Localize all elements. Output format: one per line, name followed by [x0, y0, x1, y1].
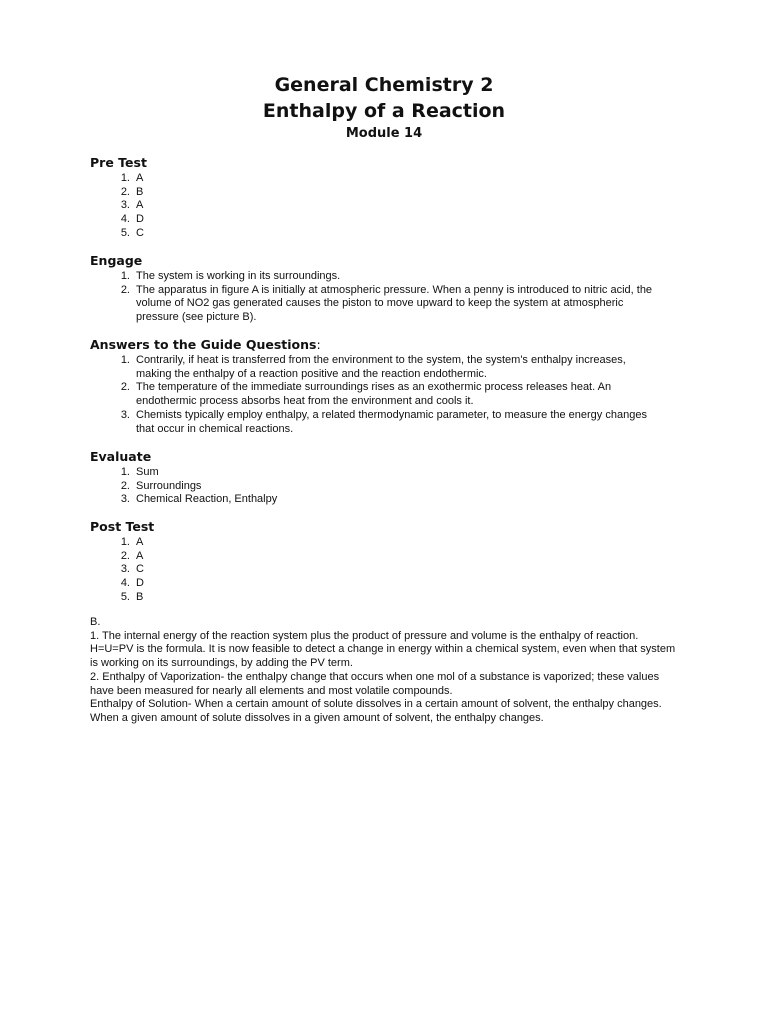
- list-item: [90, 354, 658, 381]
- list-item: [90, 172, 690, 186]
- part-b-section: [90, 616, 682, 726]
- list-item: [90, 591, 690, 605]
- evaluate-list: [90, 466, 690, 507]
- guide-questions-section: [90, 337, 658, 436]
- list-item-number: 3.: [120, 563, 130, 576]
- list-item: [90, 480, 690, 494]
- list-item: [90, 563, 690, 577]
- part-b-label: B.: [90, 616, 101, 628]
- guide-questions-heading: [90, 337, 658, 353]
- list-item-number: 3.: [120, 493, 130, 506]
- engage-section: [90, 253, 665, 325]
- list-item-number: 2.: [120, 283, 130, 296]
- list-item-text: B: [136, 185, 144, 198]
- post-test-heading: Post Test: [90, 519, 155, 534]
- guide-questions-heading-colon: :: [316, 337, 321, 352]
- list-item-number: 3.: [120, 199, 130, 212]
- post-test-list: [90, 536, 690, 605]
- list-item-number: 4.: [120, 577, 130, 590]
- engage-heading: Engage: [90, 253, 143, 268]
- pre-test-list: [90, 172, 690, 241]
- list-item-text: Sum: [136, 466, 159, 478]
- list-item-text: A: [136, 549, 144, 562]
- list-item: [90, 186, 690, 200]
- list-item-text: A: [136, 536, 144, 548]
- list-item-text: B: [136, 590, 144, 603]
- list-item: [90, 466, 690, 480]
- list-item: [90, 227, 690, 241]
- evaluate-section: [90, 449, 690, 507]
- list-item-number: 2.: [120, 185, 130, 198]
- list-item-text: A: [136, 172, 144, 184]
- part-b-paragraph-3: Enthalpy of Solution- When a certain amount of solute dissolves in a certain amount of solvent, the enthalpy changes. When a given amount of solute dissolves in a given amount of solvent, the enthalpy changes.: [90, 698, 662, 724]
- list-item-number: 1.: [120, 172, 130, 184]
- evaluate-heading: Evaluate: [90, 449, 152, 464]
- post-test-section: [90, 519, 690, 605]
- list-item-number: 1.: [120, 354, 130, 366]
- list-item: [90, 577, 690, 591]
- document-title-line2: Enthalpy of a Reaction: [262, 100, 506, 122]
- guide-questions-list: [90, 354, 658, 436]
- list-item: [90, 493, 690, 507]
- engage-list: [90, 270, 665, 325]
- list-item-text: Chemical Reaction, Enthalpy: [136, 493, 278, 506]
- module-label: Module 14: [345, 126, 423, 141]
- list-item-text: Surroundings: [136, 479, 202, 492]
- list-item-number: 4.: [120, 213, 130, 226]
- list-item-text: The temperature of the immediate surroundings rises as an exothermic process releases heat. An endothermic process absorbs heat from the environment and cools it.: [136, 381, 612, 408]
- pre-test-heading: Pre Test: [90, 155, 147, 170]
- list-item-text: The system is working in its surroundings.: [136, 270, 341, 282]
- list-item-text: D: [136, 577, 144, 590]
- list-item-text: A: [136, 199, 144, 212]
- list-item-number: 2.: [120, 381, 130, 394]
- list-item-number: 5.: [120, 590, 130, 603]
- list-item: [90, 270, 665, 284]
- part-b-paragraph-2: 2. Enthalpy of Vaporization- the enthalpy change that occurs when one mol of a substance is vaporized; these values have been measured for nearly all elements and most volatile compounds.: [90, 670, 660, 697]
- list-item: [90, 381, 658, 408]
- list-item-text: Contrarily, if heat is transferred from the environment to the system, the system's enthalpy increases, making the enthalpy of a reaction positive and the reaction endothermic.: [136, 354, 626, 380]
- document-title-line1: General Chemistry 2: [274, 74, 494, 96]
- list-item-text: D: [136, 213, 144, 226]
- list-item-number: 1.: [120, 466, 130, 478]
- list-item-number: 1.: [120, 270, 130, 282]
- list-item-number: 2.: [120, 549, 130, 562]
- list-item-number: 1.: [120, 536, 130, 548]
- list-item: [90, 213, 690, 227]
- list-item-number: 3.: [120, 408, 130, 421]
- part-b-paragraph-1: 1. The internal energy of the reaction system plus the product of pressure and volume is the enthalpy of reaction. H=U=PV is the formula. It is now feasible to detect a change in energy within a chemical system, even when that system is working on its surroundings, by adding the PV term.: [90, 629, 676, 670]
- list-item: [90, 409, 658, 436]
- pre-test-section: [90, 155, 690, 241]
- list-item: [90, 550, 690, 564]
- guide-questions-heading-text: Answers to the Guide Questions: [90, 337, 317, 352]
- list-item-text: C: [136, 563, 144, 576]
- list-item-text: C: [136, 226, 144, 239]
- list-item: [90, 199, 690, 213]
- list-item-number: 5.: [120, 226, 130, 239]
- list-item-text: The apparatus in figure A is initially at atmospheric pressure. When a penny is introduced to nitric acid, the volume of NO2 gas generated causes the piston to move upward to keep the system at atmospheric pressure (see picture B).: [136, 283, 653, 324]
- list-item-number: 2.: [120, 479, 130, 492]
- list-item: [90, 536, 690, 550]
- list-item: [90, 284, 665, 325]
- list-item-text: Chemists typically employ enthalpy, a related thermodynamic parameter, to measure the energy changes that occur in chemical reactions.: [136, 408, 647, 435]
